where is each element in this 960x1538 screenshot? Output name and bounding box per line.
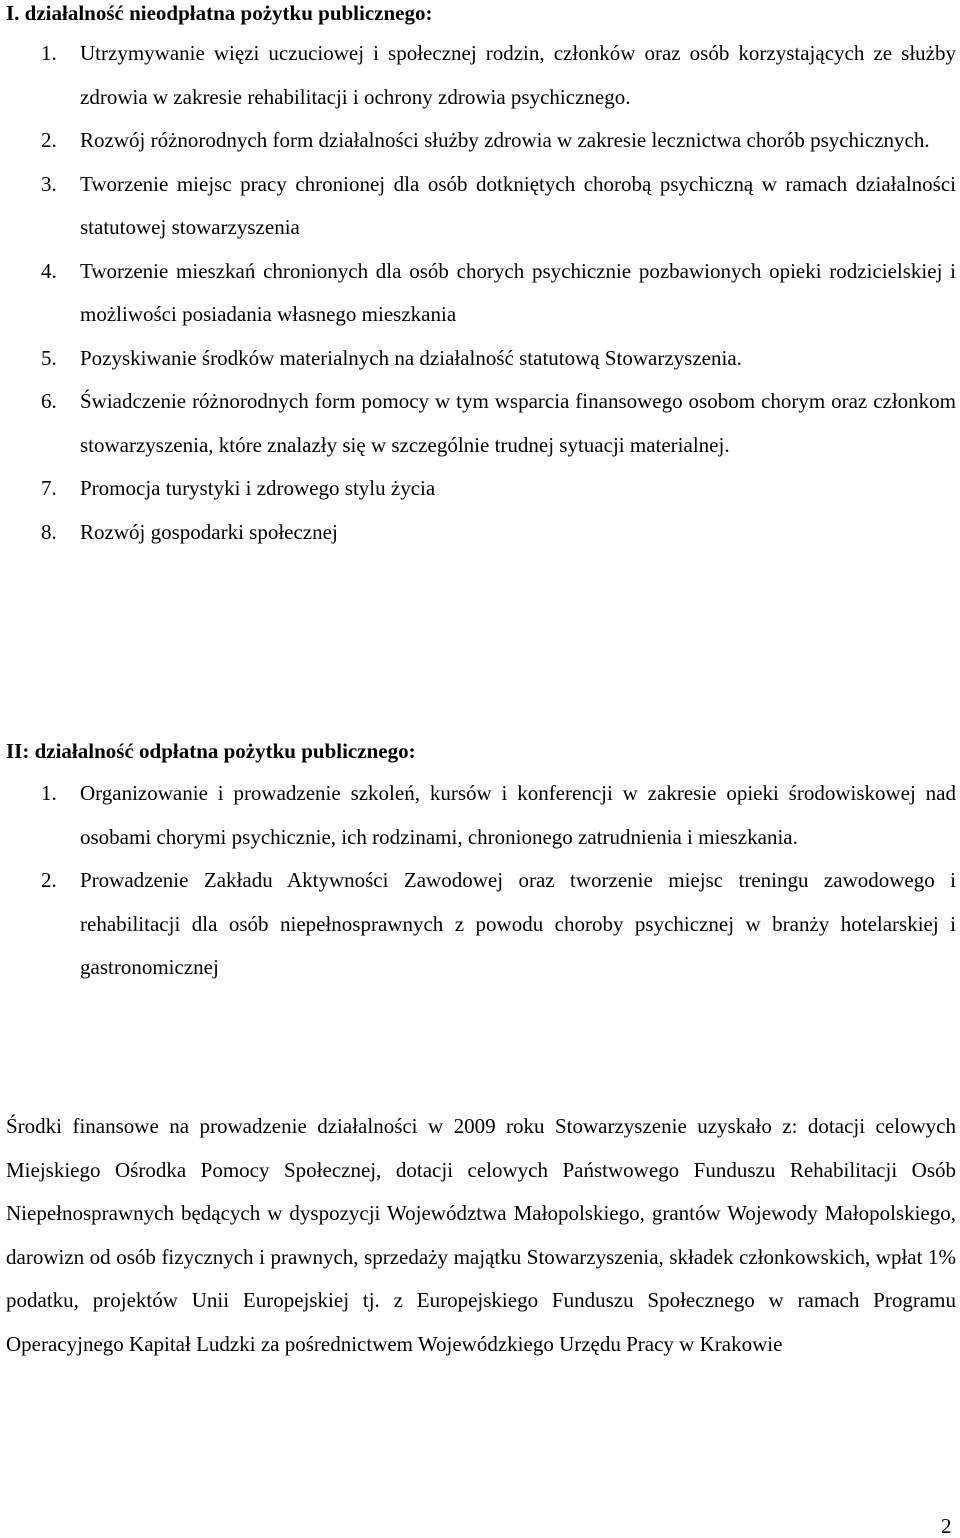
list-item: [0, 467, 956, 511]
list-item: [0, 250, 956, 337]
list-item-text: Tworzenie mieszkań chronionych dla osób chorych psychicznie pozbawionych opieki rodzicielskiej i możliwości posiadania własnego mieszkania: [80, 258, 956, 326]
list-item: [0, 337, 956, 381]
list-item-number: 6.: [41, 389, 57, 413]
section-1-heading: I. działalność nieodpłatna pożytku publicznego:: [6, 1, 433, 25]
list-item-number: 1.: [41, 781, 57, 805]
list-item-text: Tworzenie miejsc pracy chronionej dla osób dotkniętych chorobą psychiczną w ramach działalności statutowej stowarzyszenia: [80, 171, 956, 239]
section-1-list: [0, 32, 956, 554]
list-item-number: 2.: [41, 868, 57, 892]
list-item-number: 3.: [41, 171, 57, 196]
section-2-heading: II: działalność odpłatna pożytku publicznego:: [6, 739, 416, 763]
list-item: [0, 119, 956, 163]
list-item-text: Utrzymywanie więzi uczuciowej i społecznej rodzin, członków oraz osób korzystających ze służby zdrowia w zakresie rehabilitacji i ochrony zdrowia psychicznego.: [80, 41, 956, 109]
list-item: [0, 32, 956, 119]
page-number: 2: [941, 1514, 952, 1538]
list-item: [0, 859, 956, 990]
list-item: [0, 380, 956, 467]
list-item-text: Organizowanie i prowadzenie szkoleń, kursów i konferencji w zakresie opieki środowiskowej nad osobami chorymi psychicznie, ich rodzinami, chronionego zatrudnienia i mieszkania.: [80, 781, 956, 849]
list-item-text: Prowadzenie Zakładu Aktywności Zawodowej oraz tworzenie miejsc treningu zawodowego i rehabilitacji dla osób niepełnosprawnych z powodu choroby psychicznej w branży hotelarskiej i gastronomicznej: [80, 868, 956, 979]
list-item-text: Promocja turystyki i zdrowego stylu życia: [80, 476, 436, 500]
list-item-text: Świadczenie różnorodnych form pomocy w tym wsparcia finansowego osobom chorym oraz członkom stowarzyszenia, które znalazły się w szczególnie trudnej sytuacji materialnej.: [80, 389, 956, 457]
list-item: [0, 163, 956, 250]
list-item-text: Pozyskiwanie środków materialnych na działalność statutową Stowarzyszenia.: [80, 345, 742, 370]
list-item-number: 1.: [41, 41, 57, 65]
list-item-number: 8.: [41, 519, 57, 544]
list-item: [0, 772, 956, 859]
list-item-text: Rozwój gospodarki społecznej: [80, 519, 338, 544]
list-item-number: 5.: [41, 345, 57, 370]
list-item-number: 4.: [41, 258, 57, 283]
section-2-list: [0, 772, 956, 990]
list-item-number: 7.: [41, 476, 57, 500]
funding-paragraph: Środki finansowe na prowadzenie działalności w 2009 roku Stowarzyszenie uzyskało z: dotacji celowych Miejskiego Ośrodka Pomocy Społecznej, dotacji celowych Państwowego Funduszu Rehabilitacji Osób Niepełnosprawnych będących w dyspozycji Województwa Małopolskiego, grantów Wojewody Małopolskiego, darowizn od osób fizycznych i prawnych, sprzedaży majątku Stowarzyszenia, składek członkowskich, wpłat 1% podatku, projektów Unii Europejskiej tj. z Europejskiego Funduszu Społecznego w ramach Programu Operacyjnego Kapitał Ludzki za pośrednictwem Wojewódzkiego Urzędu Pracy w Krakowie: [6, 1114, 956, 1356]
list-item-text: Rozwój różnorodnych form działalności służby zdrowia w zakresie lecznictwa chorób psychicznych.: [80, 128, 930, 152]
list-item-number: 2.: [41, 128, 57, 152]
list-item: [0, 511, 956, 555]
